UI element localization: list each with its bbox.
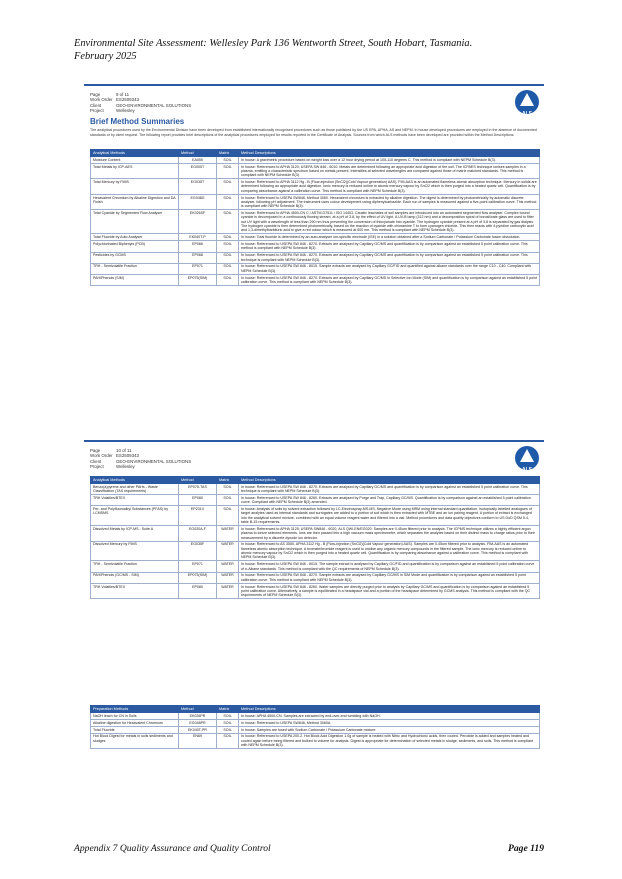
matrix: SOIL (217, 179, 239, 194)
method-name: TRH - Semivolatile Fraction (91, 561, 179, 572)
method-description: In house: Referenced to USEPA SW 846 - 8015. Sample extracts are analysed by Capillary GC/FID and quantified against alkane standards over the range C10 - C40. Compliant with NEPM Schedule B(3). (239, 263, 540, 274)
method-code: EP075(SIM) (179, 274, 217, 285)
table-row (91, 163, 540, 178)
table-row (91, 484, 540, 495)
matrix: SOIL (217, 733, 239, 748)
report-page-2 (84, 440, 544, 802)
matrix: SOIL (217, 157, 239, 164)
method-code: EP066 (179, 241, 217, 252)
table-row (91, 495, 540, 506)
table-row (91, 572, 540, 583)
method-name: Hexavalent Chromium by Alkaline Digestion and DA Finish (91, 194, 179, 209)
method-description: In house: Referenced to AS 3550, APHA 3112 Hg - B (Flow-injection (SnCl2)(Cold Vapour generation) AAS). Samples are 0.45um filtered prior to analysis. FIM-AAS is an automated flameless atomic absorption technique. A bromate/bromide reagent is used to oxidise any organic mercury compounds in the filtered sample. The ionic mercury is reduced online to atomic mercury vapour by SnCl2 which is then purged into a heated quartz cell. Quantification is by comparing absorbance against a calibration curve. This method is compliant with NEPM Schedule B(3). (239, 541, 540, 561)
matrix: SOIL (217, 274, 239, 285)
method-description: In house: Analysis of soils by solvent extraction followed by LC-Electrospray-MS-MS, Negative Mode using MRM using internal standard quantitation. Isotopically labelled analogues of target analytes used as internal standards and surrogates are added to a portion of soil which is then extracted with MTBE and an ion pairing reagent. A portion of extract is exchanged into the analytical solvent mixture, combined with an equal volume reagent water and filtered into a vial. Method procedures and data quality objectives conform to US DoD QSM 5.4, table B-15 requirements. (239, 506, 540, 526)
method-code: EP075(SIM) (179, 572, 217, 583)
method-description: In house: Total fluoride is determined by an auto-analyser ion-specific electrode (ISE) in a solution obtained after a Sodium Carbonate / Potassium Carbonate fusion dissolution. (239, 234, 540, 241)
method-code: EK040T-PR (179, 726, 217, 733)
method-description: In house: Referenced to USEPA SW846, Method 3060. Hexavalent chromium is extracted by alkaline digestion. The digest is determined by photometrically by automatic discrete analyser, following pH adjustment. The instrument uses colour development using diphenylcarbazide. Each run of samples is measured against a five-point calibration curve. This method is compliant with NEPM Schedule B(3). (239, 194, 540, 209)
matrix: SOIL (217, 241, 239, 252)
method-name: TRH Volatiles/BTEX (91, 583, 179, 598)
als-logo (514, 444, 540, 474)
intro-paragraph: The analytical procedures used by the Environmental Division have been developed from established internationally recognised procedures such as those published by the US EPA, APHA, AS and NEPM. In house developed procedures are employed in the absence of documented standards or by client request. The following report provides brief descriptions of the analytical procedures employed for results reported in the Certificate of Analysis. Sources from which ALS methods have been developed are provided within the Method Descriptions. (90, 128, 537, 137)
column-header: Analytical Methods (91, 150, 179, 157)
header-date: February 2025 (74, 51, 137, 62)
matrix: SOIL (217, 719, 239, 726)
method-code: EA055 (179, 157, 217, 164)
method-description: In house: Referenced to USEPA 200.2. Hot Block Acid Digestion 1.0g of sample is heated with Nitric and Hydrochloric acids, then cooled. Peroxide is added and samples heated and cooled again before being filtered and bulked to volume for analysis. Digest is appropriate for determination of selected metals in sludge, sediments, and soils. This method is compliant with NEPM Schedule B(3). (239, 733, 540, 748)
method-name: Hot Block Digest for metals in soils sediments and sludges (91, 733, 179, 748)
table-row (91, 252, 540, 263)
table-row (91, 157, 540, 164)
matrix: SOIL (217, 252, 239, 263)
table-row (91, 713, 540, 720)
table-row (91, 719, 540, 726)
method-code: EG048PR (179, 719, 217, 726)
method-name: Total Fluoride by Auto Analyser (91, 234, 179, 241)
method-code: EK026PR (179, 713, 217, 720)
method-name: Dissolved Mercury by FIMS (91, 541, 179, 561)
method-code: EP071 (179, 263, 217, 274)
matrix: SOIL (217, 484, 239, 495)
matrix: SOIL (217, 713, 239, 720)
method-name: TRH Volatiles/BTEX (91, 495, 179, 506)
method-name: Dissolved Metals by ICP-MS - Suite A (91, 526, 179, 541)
column-header: Matrix (217, 706, 239, 713)
matrix: WATER (217, 541, 239, 561)
header-title: Environmental Site Assessment: Wellesley Park 136 Wentworth Street, South Hobart, Tasmania. (74, 38, 473, 49)
method-code: EP080 (179, 583, 217, 598)
table-row (91, 194, 540, 209)
method-description: In house: Referenced to USEPA SW 846 - 8260. Extracts are analysed by Purge and Trap, Capillary GC/MS. Quantification is by comparison against an established 5 point calibration curve. Compliant with NEPM Schedule B(3) amended. (239, 495, 540, 506)
method-name: PAH/Phenols (SIM) (91, 274, 179, 285)
method-description: In house: Referenced to USEPA SW 846 - 8270. Extracts are analysed by Capillary GC/MS and quantification is by comparison against an established 5 point calibration curve. This technique is compliant with NEPM Schedule B(3). (239, 484, 540, 495)
table-row (91, 526, 540, 541)
table-row (91, 241, 540, 252)
footer-appendix-title: Appendix 7 Quality Assurance and Quality Control (74, 843, 271, 854)
table-row (91, 541, 540, 561)
method-name: Benzo(a)pyrene and other PAHs - Waste Classification (TAS requirements) (91, 484, 179, 495)
method-description: In house: Referenced to APHA 3125; USEPA SW846 - 6020, ALS QWI-EN/EG020. Samples are 0.45um filtered prior to analysis. The ICPMS technique utilizes a highly efficient argon plasma to ionize selected elements. Ions are then passed into a high vacuum mass spectrometer, which separates the analytes based on their distinct mass to charge ratios prior to their measurement by a discrete dynode ion detector. (239, 526, 540, 541)
report-page-1 (84, 84, 544, 419)
report-meta: Page 9 of 11 Work Order ES2509343 Client GEO-ENVIRONMENTAL SOLUTIONS Project Wellesley (90, 92, 192, 114)
method-name: Pesticides by GCMS (91, 252, 179, 263)
method-description: In house: Samples are fused with Sodium Carbonate / Potassium Carbonate mixture. (239, 726, 540, 733)
table-row (91, 263, 540, 274)
column-header: Preparation Methods (91, 706, 179, 713)
matrix: SOIL (217, 495, 239, 506)
column-header: Matrix (217, 150, 239, 157)
svg-text:ALS: ALS (522, 467, 532, 473)
method-code: EP080 (179, 495, 217, 506)
method-description: In house: Referenced to USEPA SW 846 - 8270. Sample extracts are analysed by Capillary GC/MS in SIM Mode and quantification is by comparison against an established 5 point calibration curve. This method is compliant with NEPM Schedule B(3). (239, 572, 540, 583)
method-description: In house: Referenced to APHA 3120; USEPA SW 846 - 6010. Metals are determined following an appropriate acid digestion of the soil. The ICPAES technique ionises samples in a plasma, emitting a characteristic spectrum based on metals present. Intensities at selected wavelengths are compared against those of matrix matched standards. This method is compliant with NEPM Schedule B(3). (239, 163, 540, 178)
column-header: Method (179, 150, 217, 157)
method-code: EK040T-P (179, 234, 217, 241)
method-description: In house: Referenced to USEPA SW 846 - 8270. Extracts are analysed by Capillary GC/MS in Selective Ion Mode (SIM) and quantification is by comparison against an established 5 point calibration curve. This method is compliant with NEPM Schedule B(3). (239, 274, 540, 285)
document-header (74, 37, 574, 63)
matrix: WATER (217, 526, 239, 541)
column-header: Method Descriptions (239, 477, 540, 484)
method-code: EP075-TAS (179, 484, 217, 495)
method-name: Total Metals by ICP-AES (91, 163, 179, 178)
method-name: PAH/Phenols (GC/MS - SIM) (91, 572, 179, 583)
method-description: In house: Referenced to APHA 4500-CN C / ASTM D7511 / ISO 14403. Caustic leachates of soil samples are introduced into an automated segmented flow analyser. Complex bound cyanide is decomposed in a continuously flowing stream, at a pH of 3.8, by the effect of UV light. A UV-B lamp (312 nm) and a decomposition spiral of borosilicate glass are used to filter out UV light with a wavelength of less than 290 nm thus preventing the conversion of thiocyanate into cyanide. The hydrogen cyanide present at a pH of 3.8 is separated by gas dialysis. The hydrogen cyanide is then determined photometrically, based on the reaction of cyanide with chloramine T to form cyanogen chloride. This then reacts with 4-pyridine carboxylic acid and 1,3-dimethylbarbituric acid to give a red colour which is measured at 600 nm. This method is compliant with NEPM Schedule B(3). (239, 210, 540, 234)
method-code: EP231X (179, 506, 217, 526)
table-row (91, 733, 540, 748)
methods-table (90, 149, 540, 286)
method-name: Moisture Content (91, 157, 179, 164)
method-code: EG035T (179, 179, 217, 194)
method-name: Polychlorinated Biphenyls (PCB) (91, 241, 179, 252)
method-code: EG048G (179, 194, 217, 209)
method-description: In house: Referenced to USEPA SW 846 - 8015. The sample extract is analysed by Capillary GC/FID and quantification is by comparison against an established 5 point calibration curve of n-Alkane standards. This method is compliant with the QC requirements of NEPM Schedule B(3). (239, 561, 540, 572)
matrix: SOIL (217, 263, 239, 274)
table-row (91, 210, 540, 234)
matrix: SOIL (217, 210, 239, 234)
footer-page-number: Page 119 (508, 843, 544, 854)
column-header: Method (179, 706, 217, 713)
table-row (91, 506, 540, 526)
method-name: Total Fluoride (91, 726, 179, 733)
matrix: SOIL (217, 506, 239, 526)
svg-text:ALS: ALS (522, 111, 532, 117)
preparation-methods-table (90, 705, 540, 749)
table-row (91, 583, 540, 598)
method-code: EG020A-F (179, 526, 217, 541)
method-code: EK026SF (179, 210, 217, 234)
column-header: Method Descriptions (239, 706, 540, 713)
column-header: Method (179, 477, 217, 484)
method-name: Total Cyanide by Segmented Flow Analyser (91, 210, 179, 234)
method-description: In house: Referenced to USEPA SW 846 - 8260. Water samples are directly purged prior to analysis by Capillary GC/MS and quantification is by comparison against an established 5 point calibration curve. Alternatively, a sample is equilibrated in a headspace vial and a portion of the headspace determined by GCMS analysis. This method is compliant with the QC requirements of NEPM Schedule B(3). (239, 583, 540, 598)
column-header: Method Descriptions (239, 150, 540, 157)
method-description: In house: Referenced to USEPA SW 846 - 8270. Extracts are analysed by Capillary GC/MS and quantification is by comparison against an established 5 point calibration curve. This technique is compliant with NEPM Schedule B(3). (239, 252, 540, 263)
method-name: Per- and Polyfluoroalkyl Substances (PFAS) by LCMSMS (91, 506, 179, 526)
matrix: WATER (217, 572, 239, 583)
table-row (91, 179, 540, 194)
report-meta: Page 10 of 11 Work Order ES2509343 Client GEO-ENVIRONMENTAL SOLUTIONS Project Wellesley (90, 448, 192, 470)
als-logo (514, 88, 540, 118)
method-code: EN69 (179, 733, 217, 748)
method-description: In house: Referenced to USEPA SW 846 - 8270. Extracts are analysed by Capillary GC/MS and quantification is by comparison against an established 5 point calibration curve. This method is compliant with NEPM Schedule B(3). (239, 241, 540, 252)
method-name: TRH - Semivolatile Fraction (91, 263, 179, 274)
method-code: EG005T (179, 163, 217, 178)
table-row (91, 561, 540, 572)
matrix: SOIL (217, 194, 239, 209)
method-code: EG035F (179, 541, 217, 561)
column-header: Matrix (217, 477, 239, 484)
method-code: EP068 (179, 252, 217, 263)
section-title: Brief Method Summaries (90, 117, 185, 126)
matrix: SOIL (217, 726, 239, 733)
method-description: In house: Referenced to USEPA SW846, Method 3060A. (239, 719, 540, 726)
table-row (91, 234, 540, 241)
table-row (91, 274, 540, 285)
table-row (91, 726, 540, 733)
method-name: Alkaline digestion for Hexavalent Chromium (91, 719, 179, 726)
method-name: Total Mercury by FIMS (91, 179, 179, 194)
matrix: SOIL (217, 234, 239, 241)
method-name: NaOH leach for CN in Soils (91, 713, 179, 720)
method-code: EP071 (179, 561, 217, 572)
method-description: In house: APHA 4500-CN. Samples are extracted by end-over-end tumbling with NaOH. (239, 713, 540, 720)
column-header: Analytical Methods (91, 477, 179, 484)
method-description: In house: A gravimetric procedure based on weight loss over a 12 hour drying period at 105-110 degrees C. This method is compliant with NEPM Schedule B(3). (239, 157, 540, 164)
methods-table (90, 476, 540, 599)
matrix: WATER (217, 561, 239, 572)
method-description: In house: Referenced to APHA 3112 Hg - B (Flow-injection (SnCl2)(Cold Vapour generation) AAS). FIM-AAS is an automated flameless atomic absorption technique. Mercury in solids are determined following an appropriate acid digestion. Ionic mercury is reduced online to atomic mercury vapour by SnCl2 which is then purged into a heated quartz cell. Quantification is by comparing absorbance against a calibration curve. This method is compliant with NEPM Schedule B(3). (239, 179, 540, 194)
matrix: SOIL (217, 163, 239, 178)
matrix: WATER (217, 583, 239, 598)
